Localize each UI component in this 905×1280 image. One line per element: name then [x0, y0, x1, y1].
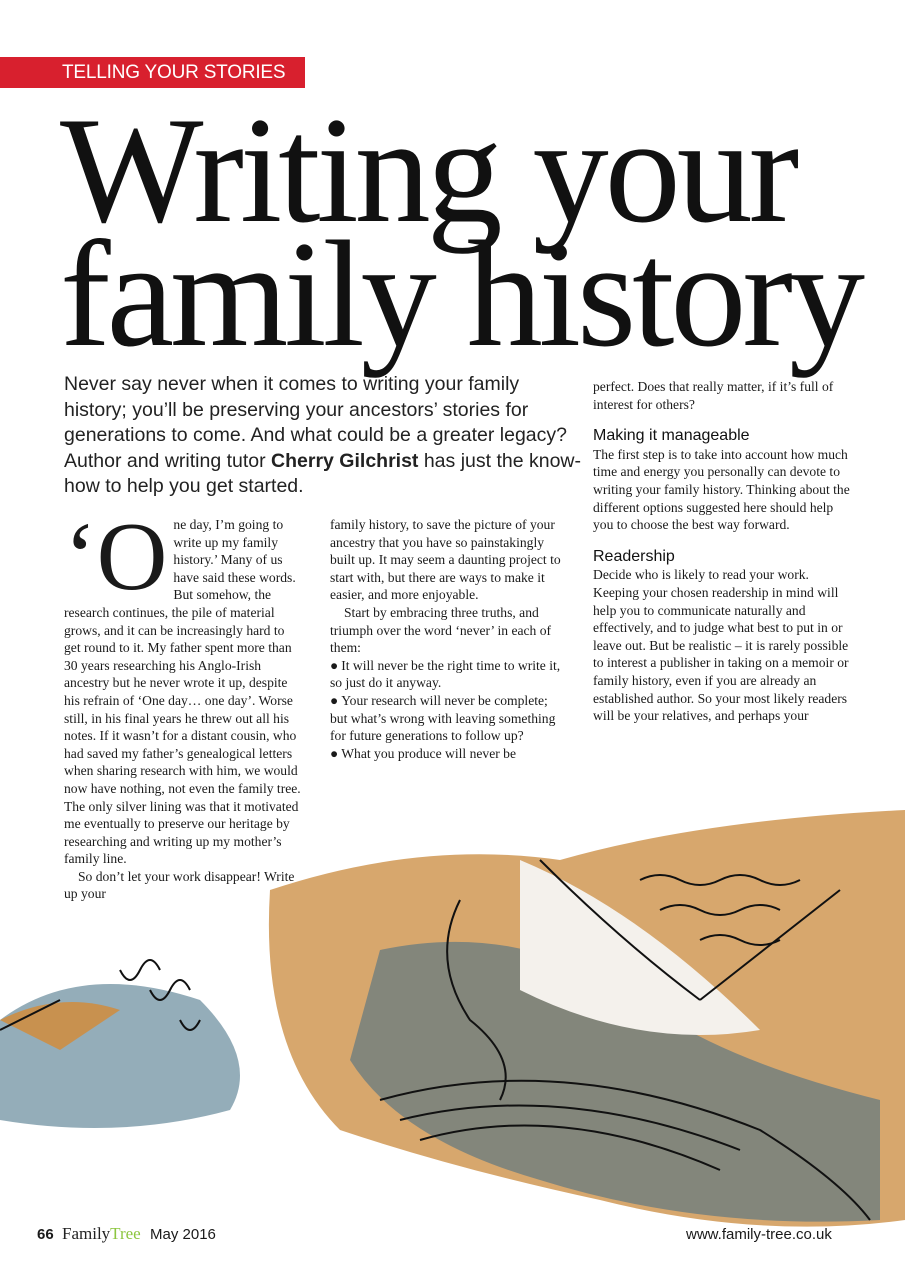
column-2	[330, 516, 562, 762]
issue-date: May 2016	[150, 1226, 216, 1243]
magazine-logo	[62, 1224, 141, 1244]
title-line-2: family history	[60, 210, 862, 378]
paragraph: ne day, I’m going to write up my family history.’ Many of us have said these words. But somehow, the research continues, the pile of material grows, and it can be increasingly hard to get round to it. My father spent more than 30 years researching his Anglo-Irish ancestry but he never wrote it up, despite his refrain of ‘One day… one day’. Worse still, in his final years he threw out all his notes. If it wasn’t for a distant cousin, who had saved my father’s genealogical letters when sharing research with him, we would now have nothing, not even the family tree. The only silver lining was that it motivated me eventually to preserve our heritage by researching and writing up my mother’s family line.	[64, 517, 301, 867]
logo-family: Family	[62, 1224, 111, 1243]
website-url: www.family-tree.co.uk	[686, 1226, 832, 1243]
standfirst-text-end: has just the know-how to help you get started.	[64, 449, 582, 497]
paragraph: So don’t let your work disappear! Write up your	[64, 868, 295, 902]
bullet-item: ● It will never be the right time to write it, so just do it anyway.	[330, 657, 562, 692]
column-1	[64, 503, 304, 903]
subheading: Readership	[593, 547, 675, 565]
section-kicker: TELLING YOUR STORIES	[0, 57, 305, 88]
bullet-item: ● Your research will never be complete; but what’s wrong with leaving something for future generations to follow up?	[330, 692, 562, 745]
bullet-item: ● What you produce will never be	[330, 745, 562, 763]
standfirst-text: Never say never when it comes to writing your family history; you’ll be preserving your ancestors’ stories for generations to come. And what could be a greater legacy? Author and writing tutor	[64, 373, 567, 472]
paragraph: The first step is to take into account how much time and energy you personally can devote to writing your family history. Thinking about the different options suggested here should help you to choose the best way forward.	[593, 446, 850, 533]
logo-tree: Tree	[110, 1224, 141, 1243]
paragraph: perfect. Does that really matter, if it’s full of interest for others?	[593, 379, 834, 412]
subheading: Making it manageable	[593, 427, 750, 445]
title-line-1: Writing your	[60, 86, 796, 254]
column-3	[593, 378, 855, 725]
author-name: Cherry Gilchrist	[271, 449, 419, 472]
paragraph: Start by embracing three truths, and triumph over the word ‘never’ in each of them:	[330, 604, 552, 656]
paragraph: Decide who is likely to read your work. Keeping your chosen readership in mind will help you to communicate naturally and effectively, and to judge what best to put in or leave out. But be realistic – it is rarely possible to interest a publisher in taking on a memoir or family history, even if you are already an established author. So your most likely readers will be your relatives, and perhaps your	[593, 567, 849, 724]
page-number: 66	[37, 1226, 54, 1243]
article-title	[60, 86, 862, 378]
drop-cap: ‘O	[64, 503, 168, 611]
standfirst	[64, 372, 584, 500]
paragraph: family history, to save the picture of your ancestry that you have so painstakingly built up. It may seem a daunting project to start with, but there are ways to make it easier, and more enjoyable.	[330, 517, 561, 603]
